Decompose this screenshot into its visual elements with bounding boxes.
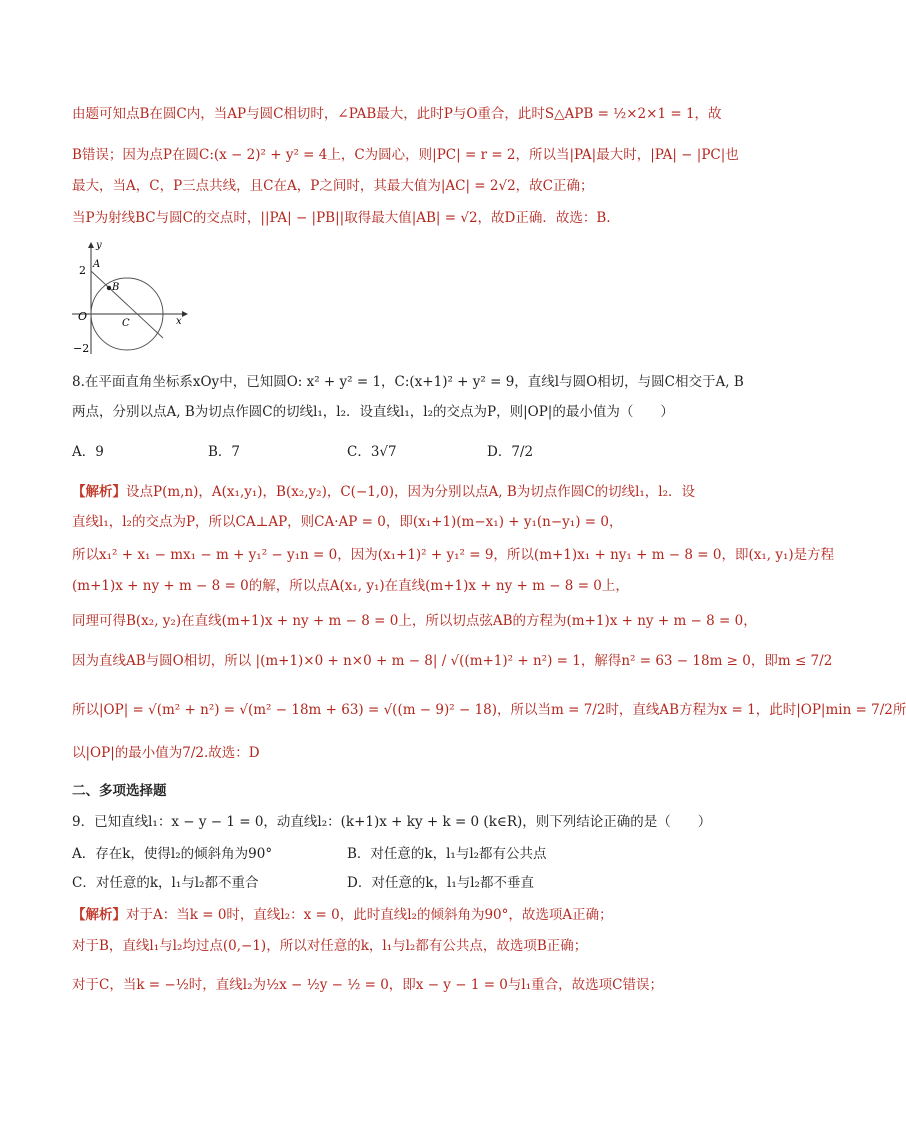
q8-analysis-line7: 所以|OP| = √(m² + n²) = √(m² − 18m + 63) = √((m − 9)² − 18)，所以当m = 7/2时，直线AB方程为x = 1，此时|OP|min = 7/2所 xyxy=(72,702,906,718)
q8-option-a: A．9 xyxy=(72,444,104,460)
q8-analysis-line8: 以|OP|的最小值为7/2.故选：D xyxy=(72,745,260,761)
solution7-line2: B错误；因为点P在圆C:(x − 2)² + y² = 4上，C为圆心，则|PC| = r = 2，所以当|PA|最大时，|PA| − |PC|也 xyxy=(72,147,739,163)
point-b-label: B xyxy=(112,282,120,293)
y-axis-arrow xyxy=(88,242,94,248)
q9-stem: 9．已知直线l₁：x − y − 1 = 0，动直线l₂：(k+1)x + ky + k = 0 (k∈R)，则下列结论正确的是（ ） xyxy=(72,814,712,830)
x-axis-arrow xyxy=(182,311,188,317)
q8-analysis-line3: 所以x₁² + x₁ − mx₁ − m + y₁² − y₁n = 0，因为(x₁+1)² + y₁² = 9，所以(m+1)x₁ + ny₁ + m − 8 = 0，即(x₁, y₁)是方程 xyxy=(72,547,835,563)
q8-analysis-line5: 同理可得B(x₂, y₂)在直线(m+1)x + ny + m − 8 = 0上，所以切点弦AB的方程为(m+1)x + ny + m − 8 = 0， xyxy=(72,613,757,629)
q8-option-c: C．3√7 xyxy=(347,444,397,460)
analysis-tag: 【解析】 xyxy=(72,907,126,923)
q8-analysis-line2: 直线l₁，l₂的交点为P，所以CA⊥AP，则CA·AP = 0，即(x₁+1)(m−x₁) + y₁(n−y₁) = 0， xyxy=(72,514,623,530)
q8-analysis-line6: 因为直线AB与圆O相切，所以 |(m+1)×0 + n×0 + m − 8| / √((m+1)² + n²) = 1，解得n² = 63 − 18m ≥ 0，即m ≤ 7/2 xyxy=(72,653,833,669)
q8-option-d: D．7/2 xyxy=(487,444,534,460)
q9-analysis-line2: 对于B，直线l₁与l₂均过点(0,−1)，所以对任意的k，l₁与l₂都有公共点，故选项B正确； xyxy=(72,938,588,954)
point-b-dot xyxy=(107,286,111,290)
tick-bottom: −2 xyxy=(73,342,90,355)
tick-top: 2 xyxy=(79,264,86,277)
q8-analysis-line1 xyxy=(72,482,732,502)
q8-analysis-line4: (m+1)x + ny + m − 8 = 0的解，所以点A(x₁, y₁)在直线(m+1)x + ny + m − 8 = 0上， xyxy=(72,578,629,594)
q9-option-c: C．对任意的k，l₁与l₂都不重合 xyxy=(72,875,259,891)
q8-stem-line2: 两点，分别以点A, B为切点作圆C的切线l₁，l₂．设直线l₁，l₂的交点为P，则|OP|的最小值为（ ） xyxy=(72,404,674,420)
point-c-label: C xyxy=(122,318,130,329)
q9-option-a: A．存在k，使得l₂的倾斜角为90° xyxy=(72,846,273,862)
q9-option-b: B．对任意的k，l₁与l₂都有公共点 xyxy=(347,846,547,862)
q8-option-b: B．7 xyxy=(208,444,241,460)
section-title-multiple-choice: 二、多项选择题 xyxy=(72,783,167,799)
point-a-label: A xyxy=(93,259,101,270)
solution7-line3: 最大，当A，C，P三点共线，且C在A，P之间时，其最大值为|AC| = 2√2，故C正确； xyxy=(72,178,594,194)
q8-stem-line1: 8.在平面直角坐标系xOy中，已知圆O: x² + y² = 1，C:(x+1)² + y² = 9，直线l与圆O相切，与圆C相交于A, B xyxy=(72,374,744,390)
analysis-tag: 【解析】 xyxy=(72,484,126,500)
solution7-line4: 当P为射线BC与圆C的交点时，||PA| − |PB||取得最大值|AB| = √2，故D正确．故选：B. xyxy=(72,210,611,226)
x-axis-label: x xyxy=(176,316,182,327)
q8-analysis-text1: 设点P(m,n)，A(x₁,y₁)，B(x₂,y₂)，C(−1,0)，因为分别以点A, B为切点作圆C的切线l₁，l₂．设 xyxy=(126,484,696,500)
circle-figure xyxy=(70,240,190,360)
solution7-line1: 由题可知点B在圆C内，当AP与圆C相切时，∠PAB最大，此时P与O重合，此时S△APB = ½×2×1 = 1，故 xyxy=(72,106,722,122)
q9-option-d: D．对任意的k，l₁与l₂都不垂直 xyxy=(347,875,534,891)
q9-analysis-line1 xyxy=(72,905,732,925)
q9-analysis-line3: 对于C，当k = −½时，直线l₂为½x − ½y − ½ = 0，即x − y − 1 = 0与l₁重合，故选项C错误； xyxy=(72,977,663,993)
q9-analysis-text1: 对于A：当k = 0时，直线l₂：x = 0，此时直线l₂的倾斜角为90°，故选项A正确； xyxy=(126,907,613,923)
y-axis-label: y xyxy=(96,240,102,251)
origin-label: O xyxy=(78,310,88,323)
